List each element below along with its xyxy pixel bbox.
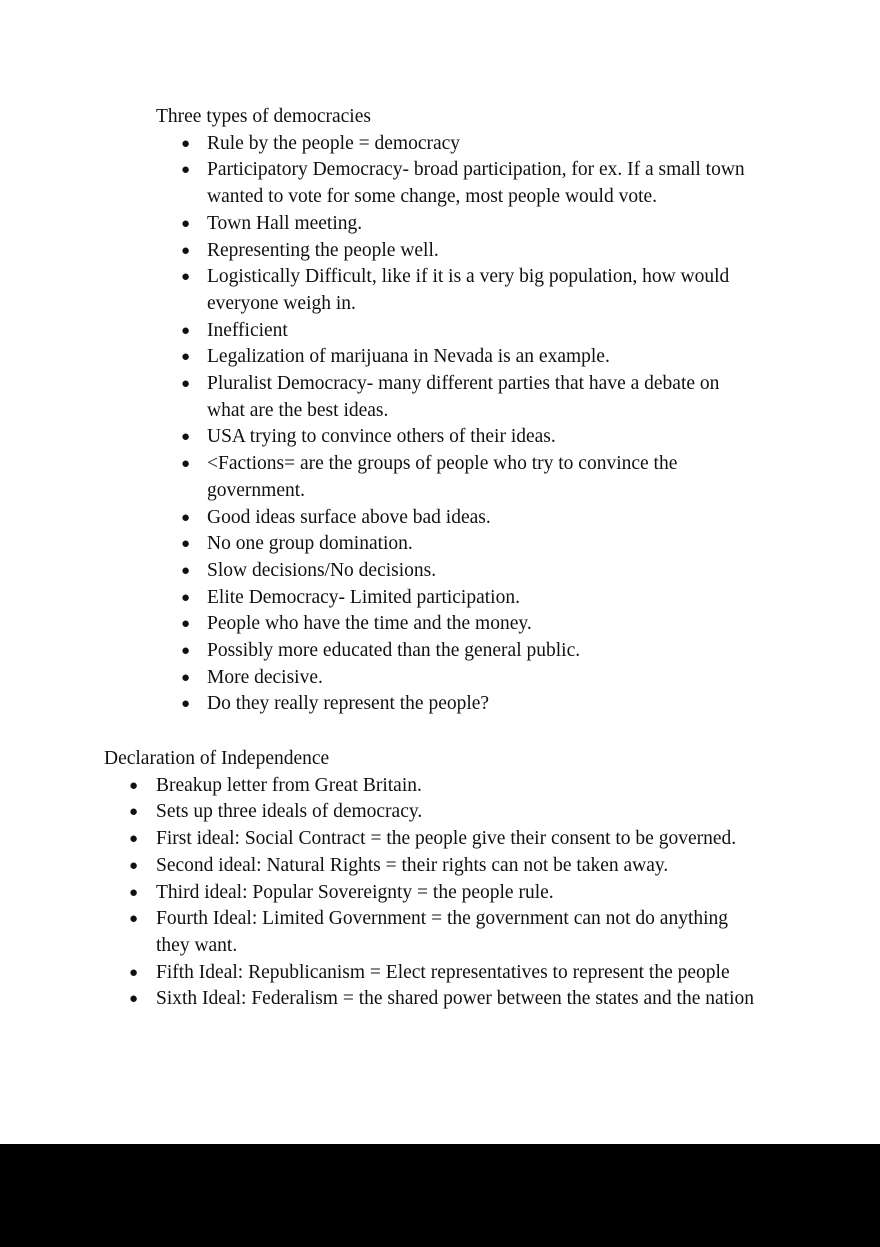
list-item: ● Sixth Ideal: Federalism = the shared power between the states and the nation bbox=[104, 986, 764, 1013]
list-item: ● USA trying to convince others of their ideas. bbox=[156, 424, 756, 451]
bullet-icon: ● bbox=[181, 643, 191, 660]
list-item: ● Town Hall meeting. bbox=[156, 211, 756, 238]
bullet-icon: ● bbox=[181, 376, 191, 393]
bullet-icon: ● bbox=[129, 777, 139, 794]
bullet-icon: ● bbox=[181, 322, 191, 339]
bullet-icon: ● bbox=[129, 991, 139, 1008]
list-item: ● People who have the time and the money. bbox=[156, 611, 756, 638]
list-item: ● Sets up three ideals of democracy. bbox=[104, 799, 764, 826]
bullet-icon: ● bbox=[129, 911, 139, 928]
bullet-icon: ● bbox=[181, 269, 191, 286]
bullet-icon: ● bbox=[181, 242, 191, 259]
bullet-icon: ● bbox=[129, 804, 139, 821]
list-item: ● Third ideal: Popular Sovereignty = the people rule. bbox=[104, 880, 764, 907]
bullet-icon: ● bbox=[181, 589, 191, 606]
bullet-icon: ● bbox=[181, 669, 191, 686]
list-item: ● Fourth Ideal: Limited Government = the government can not do anything they want. bbox=[129, 908, 729, 956]
section-heading: Three types of democracies bbox=[156, 106, 371, 127]
list-item: ● Elite Democracy- Limited participation. bbox=[156, 585, 756, 612]
bullet-icon: ● bbox=[181, 456, 191, 473]
list-item: ● Fifth Ideal: Republicanism = Elect representatives to represent the people bbox=[104, 960, 764, 987]
list-item: ● Possibly more educated than the general public. bbox=[156, 638, 756, 665]
bullet-icon: ● bbox=[129, 831, 139, 848]
bullet-icon: ● bbox=[129, 884, 139, 901]
section-three-types-of-democracies bbox=[156, 104, 756, 718]
bullet-icon: ● bbox=[181, 215, 191, 232]
bullet-icon: ● bbox=[181, 696, 191, 713]
list-item: ● Good ideas surface above bad ideas. bbox=[156, 505, 756, 532]
bullet-icon: ● bbox=[181, 616, 191, 633]
bullet-icon: ● bbox=[181, 562, 191, 579]
list-item: ● Legalization of marijuana in Nevada is an example. bbox=[156, 344, 756, 371]
list-item: ● Second ideal: Natural Rights = their rights can not be taken away. bbox=[104, 853, 764, 880]
bottom-black-bar bbox=[0, 1144, 880, 1247]
bullet-icon: ● bbox=[129, 857, 139, 874]
bullet-icon: ● bbox=[181, 429, 191, 446]
list-item: ● Slow decisions/No decisions. bbox=[156, 558, 756, 585]
bullet-icon: ● bbox=[181, 349, 191, 366]
list-item: ● Rule by the people = democracy bbox=[156, 131, 756, 158]
section-heading: Declaration of Independence bbox=[104, 748, 330, 769]
list-item: ● No one group domination. bbox=[156, 531, 756, 558]
bullet-icon: ● bbox=[181, 162, 191, 179]
section-declaration-of-independence bbox=[104, 746, 764, 1013]
list-item: ● Breakup letter from Great Britain. bbox=[104, 773, 764, 800]
list-item: ● Participatory Democracy- broad participation, for ex. If a small town wanted to vote for some change, most people would vote. bbox=[181, 159, 745, 208]
list-item: ● Inefficient bbox=[156, 318, 756, 345]
list-item: ● <Factions= are the groups of people who try to convince the government. bbox=[181, 453, 678, 501]
list-item: ● More decisive. bbox=[156, 665, 756, 692]
bullet-icon: ● bbox=[129, 964, 139, 981]
bullet-list bbox=[104, 773, 764, 1013]
list-item: ● Pluralist Democracy- many different parties that have a debate on what are the best ideas. bbox=[181, 373, 720, 421]
list-item: ● First ideal: Social Contract = the people give their consent to be governed. bbox=[104, 826, 764, 853]
list-item: ● Representing the people well. bbox=[156, 238, 756, 265]
list-item: ● Do they really represent the people? bbox=[156, 691, 756, 718]
bullet-list bbox=[156, 131, 756, 718]
list-item: ● Logistically Difficult, like if it is a very big population, how would everyone weigh in. bbox=[181, 266, 730, 314]
bullet-icon: ● bbox=[181, 536, 191, 553]
bullet-icon: ● bbox=[181, 509, 191, 526]
bullet-icon: ● bbox=[181, 135, 191, 152]
